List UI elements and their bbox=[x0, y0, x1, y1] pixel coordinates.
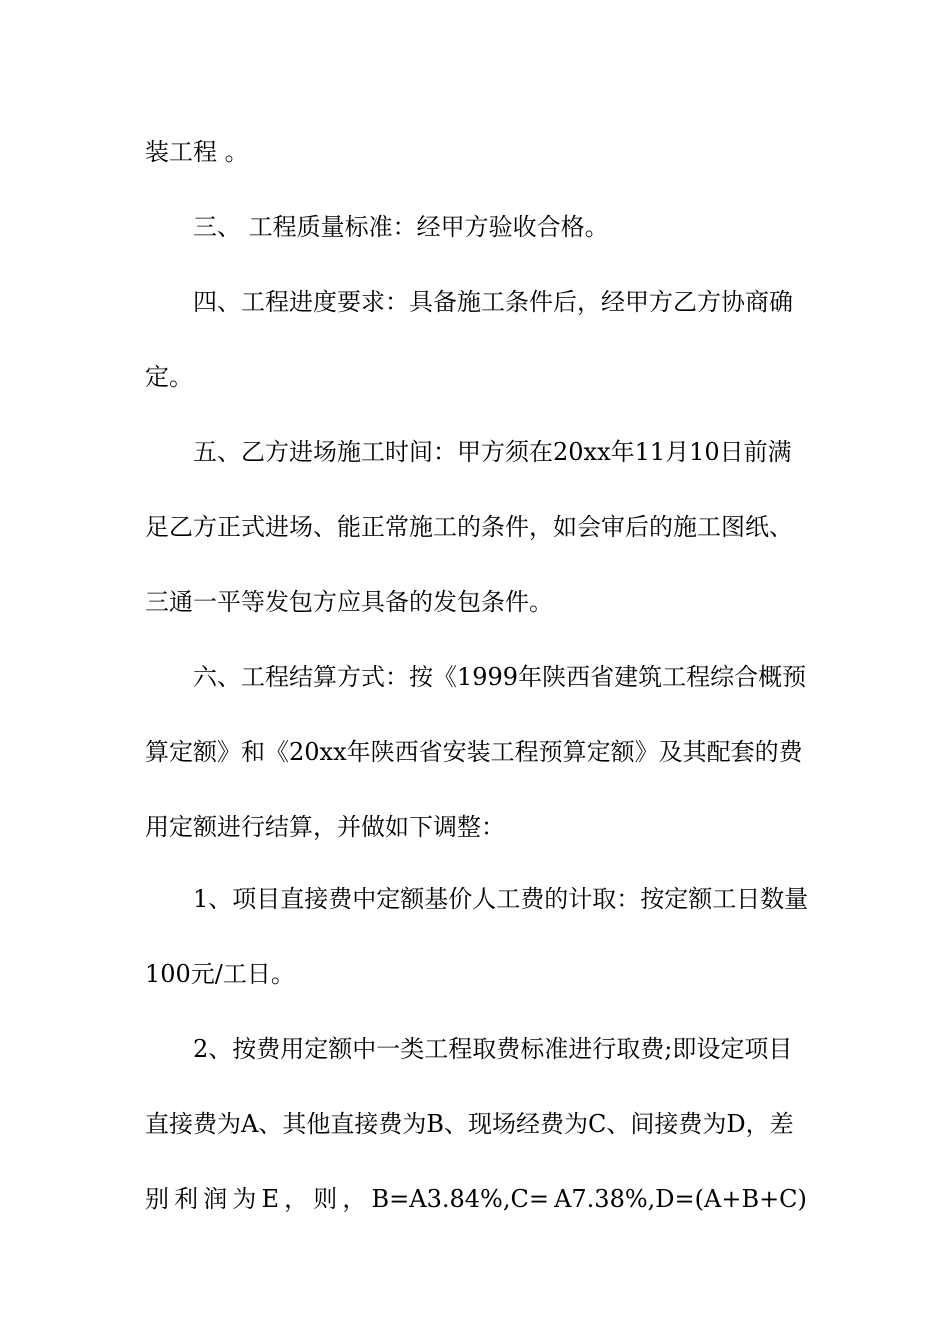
text-line-6: 足乙方正式进场、能正常施工的条件，如会审后的施工图纸、 bbox=[145, 513, 793, 541]
line-15-token: ， bbox=[342, 1185, 367, 1213]
text-line-10: 用定额进行结算，并做如下调整： bbox=[145, 813, 505, 841]
line-15-token: E bbox=[261, 1185, 280, 1213]
line-15-token: 润 bbox=[203, 1185, 228, 1213]
text-line-11: 1、项目直接费中定额基价人工费的计取：按定额工日数量 bbox=[193, 885, 809, 913]
text-line-5: 五、乙方进场施工时间：甲方须在20xx年11月10日前满 bbox=[193, 438, 792, 466]
text-line-14: 直接费为A、其他直接费为B、现场经费为C、间接费为D，差 bbox=[145, 1110, 794, 1138]
text-line-9: 算定额》和《20xx年陕西省安装工程预算定额》及其配套的费 bbox=[145, 738, 803, 766]
text-line-8: 六、工程结算方式：按《1999年陕西省建筑工程综合概预 bbox=[193, 663, 807, 691]
text-line-1: 装工程 。 bbox=[145, 138, 249, 166]
text-line-3: 四、工程进度要求：具备施工条件后，经甲方乙方协商确 bbox=[193, 288, 793, 316]
line-15-token: 则 bbox=[313, 1185, 338, 1213]
text-line-15 bbox=[145, 1184, 807, 1214]
text-line-13: 2、按费用定额中一类工程取费标准进行取费;即设定项目 bbox=[193, 1035, 793, 1063]
line-15-token: B=A3.84%,C= bbox=[371, 1185, 549, 1213]
text-line-7: 三通一平等发包方应具备的发包条件。 bbox=[145, 588, 553, 616]
line-15-token: A7.38%,D=(A+B+C) bbox=[554, 1185, 807, 1213]
line-15-token: 别 bbox=[145, 1185, 169, 1213]
text-line-12: 100元/工日。 bbox=[145, 960, 295, 988]
text-line-2: 三、 工程质量标准：经甲方验收合格。 bbox=[193, 213, 609, 241]
text-line-4: 定。 bbox=[145, 363, 193, 391]
line-15-token: 利 bbox=[174, 1185, 199, 1213]
line-15-token: ， bbox=[284, 1185, 309, 1213]
line-15-token: 为 bbox=[232, 1185, 257, 1213]
